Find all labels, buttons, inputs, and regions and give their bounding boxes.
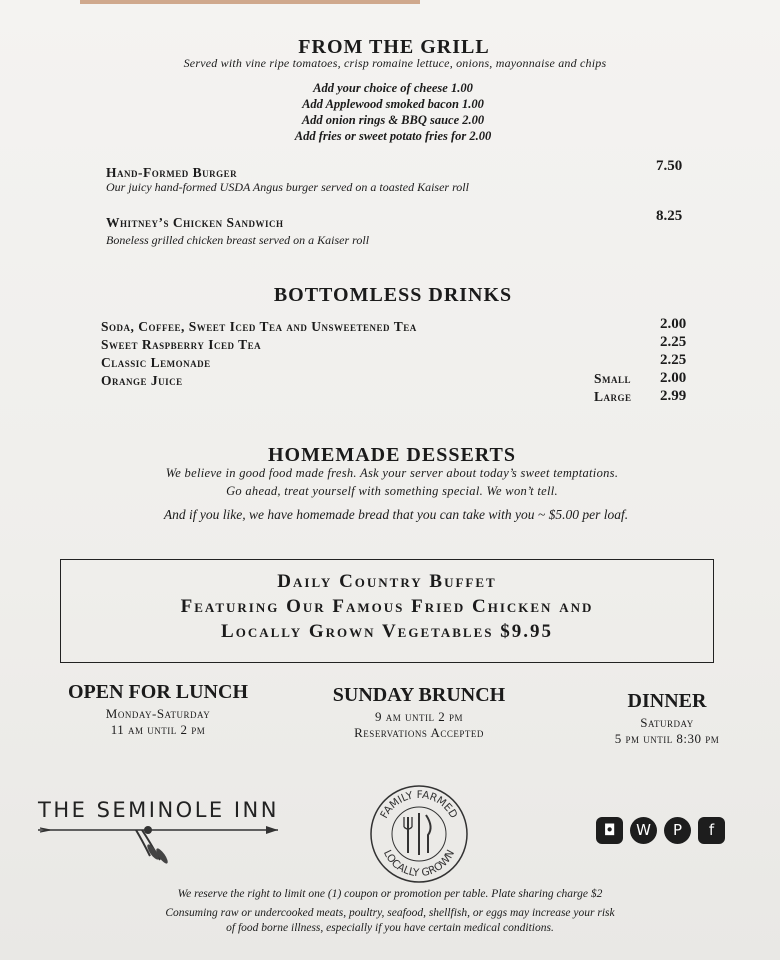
- seal-bottom-text: LOCALLY GROWN: [380, 847, 458, 880]
- drink-orange-juice: Orange Juice: [101, 373, 183, 388]
- instagram-icon[interactable]: ◘: [596, 817, 623, 844]
- oj-large-price: 2.99: [660, 388, 687, 404]
- lunch-days: Monday-Saturday: [105, 706, 211, 721]
- item-burger-desc: Our juicy hand-formed USDA Angus burger served on a toasted Kaiser roll: [106, 180, 469, 194]
- item-chicken-price: 8.25: [656, 208, 683, 224]
- brunch-time: 9 am until 2 pm: [374, 709, 463, 724]
- drink-soda: Soda, Coffee, Sweet Iced Tea and Unsweetened Tea: [101, 319, 417, 334]
- oj-small-price: 2.00: [660, 370, 687, 386]
- facebook-icon[interactable]: f: [698, 817, 725, 844]
- drink-soda-price: 2.00: [660, 316, 687, 332]
- addon-cheese: Add your choice of cheese 1.00: [313, 81, 473, 95]
- desserts-title: HOMEMADE DESSERTS: [267, 444, 516, 466]
- addon-fries: Add fries or sweet potato fries for 2.00: [294, 129, 492, 143]
- hours-brunch: [310, 684, 528, 741]
- drink-lemonade-price: 2.25: [660, 352, 687, 368]
- seminole-inn-logo: THE SEMINOLE INN: [38, 798, 279, 822]
- footer-coupon: We reserve the right to limit one (1) coupon or promotion per table. Plate sharing charge $2: [177, 888, 603, 900]
- item-chicken-desc: Boneless grilled chicken breast served on a Kaiser roll: [106, 233, 370, 247]
- paper-edge: [80, 0, 420, 4]
- wordpress-icon[interactable]: W: [630, 817, 657, 844]
- grill-addons: [0, 80, 780, 144]
- bread-offer: And if you like, we have homemade bread that you can take with you ~ $5.00 per loaf.: [163, 507, 629, 522]
- item-burger-name: Hand-Formed Burger: [106, 165, 238, 180]
- brunch-reservations: Reservations Accepted: [354, 725, 484, 740]
- desserts-line-1: We believe in good food made fresh. Ask your server about today’s sweet temptations.: [165, 466, 619, 480]
- oj-size-large: Large: [594, 389, 632, 404]
- addon-onion-rings: Add onion rings & BBQ sauce 2.00: [301, 113, 485, 127]
- dinner-time: 5 pm until 8:30 pm: [614, 731, 720, 746]
- pinterest-icon[interactable]: P: [664, 817, 691, 844]
- hours-lunch: [50, 681, 266, 738]
- item-chicken-name: Whitney’s Chicken Sandwich: [106, 215, 284, 230]
- item-burger-price: 7.50: [656, 158, 683, 174]
- oj-sizes: [594, 370, 632, 406]
- buffet-line-1: Daily Country Buffet: [277, 571, 497, 592]
- hours-dinner: [596, 690, 738, 747]
- dinner-days: Saturday: [640, 715, 694, 730]
- drink-raspberry-tea: Sweet Raspberry Iced Tea: [101, 337, 262, 352]
- addon-bacon: Add Applewood smoked bacon 1.00: [302, 97, 484, 111]
- brunch-title: SUNDAY BRUNCH: [332, 684, 506, 706]
- seal-top-text: FAMILY FARMED: [378, 788, 460, 821]
- buffet-line-2: Featuring Our Famous Fried Chicken and: [180, 596, 594, 617]
- drink-lemonade: Classic Lemonade: [101, 355, 211, 370]
- drinks-prices: [660, 315, 686, 405]
- lunch-time: 11 am until 2 pm: [110, 722, 206, 737]
- grill-title: FROM THE GRILL: [298, 36, 490, 58]
- oj-size-small: Small: [594, 371, 632, 386]
- buffet-line-3: Locally Grown Vegetables $9.95: [221, 621, 553, 642]
- buffet-box: [60, 559, 714, 663]
- family-farmed-seal-icon: [368, 783, 470, 885]
- desserts-line-2: Go ahead, treat yourself with something special. We won’t tell.: [226, 484, 558, 498]
- footer-warning-1: Consuming raw or undercooked meats, poultry, seafood, shellfish, or eggs may increase your risk: [165, 907, 615, 919]
- lunch-title: OPEN FOR LUNCH: [68, 681, 248, 703]
- drink-raspberry-tea-price: 2.25: [660, 334, 687, 350]
- feather-arrow-icon: [38, 818, 283, 866]
- drinks-list: [101, 318, 417, 390]
- dinner-title: DINNER: [627, 690, 707, 712]
- grill-subtitle: Served with vine ripe tomatoes, crisp romaine lettuce, onions, mayonnaise and chips: [183, 56, 607, 70]
- drinks-title: BOTTOMLESS DRINKS: [273, 284, 513, 306]
- footer-warning-2: of food borne illness, especially if you have certain medical conditions.: [226, 922, 554, 934]
